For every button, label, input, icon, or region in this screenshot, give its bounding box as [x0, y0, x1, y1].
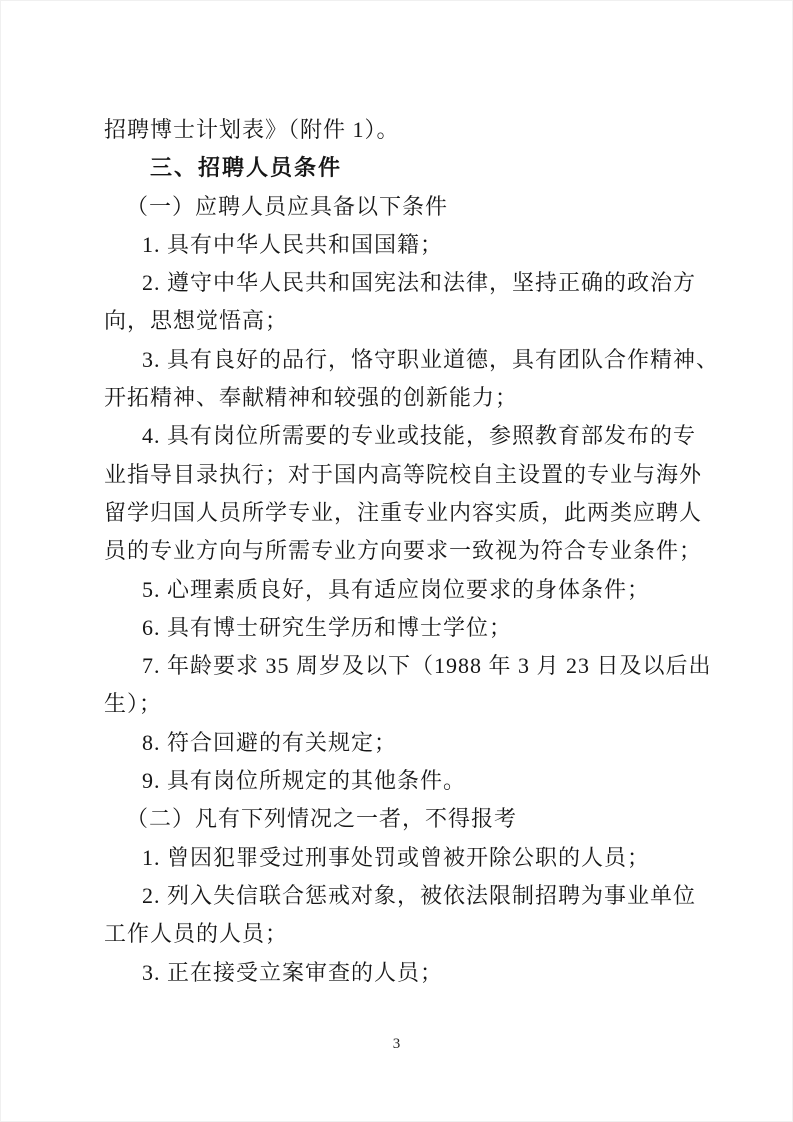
text-line: 业指导目录执行；对于国内高等院校自主设置的专业与海外: [104, 461, 703, 487]
document-body: [104, 111, 720, 992]
text-line: 9. 具有岗位所规定的其他条件。: [142, 768, 467, 794]
text-line: 6. 具有博士研究生学历和博士学位；: [142, 614, 513, 640]
text-line: 1. 曾因犯罪受过刑事处罚或曾被开除公职的人员；: [142, 844, 651, 870]
text-line: 3. 具有良好的品行，恪守职业道德，具有团队合作精神、: [142, 346, 720, 372]
text-line: 3. 正在接受立案审查的人员；: [142, 959, 444, 985]
text-line: 4. 具有岗位所需要的专业或技能，参照教育部发布的专: [142, 423, 697, 449]
text-line: 8. 符合回避的有关规定；: [142, 729, 398, 755]
text-line: 留学归国人员所学专业，注重专业内容实质，此两类应聘人: [104, 499, 703, 525]
text-line: 2. 列入失信联合惩戒对象，被依法限制招聘为事业单位: [142, 882, 697, 908]
page-number: 3: [392, 1036, 401, 1052]
text-line: 1. 具有中华人民共和国国籍；: [142, 231, 444, 257]
text-line: 2. 遵守中华人民共和国宪法和法律，坚持正确的政治方: [142, 270, 697, 296]
text-line: （一）应聘人员应具备以下条件: [126, 193, 449, 219]
text-line: 7. 年龄要求 35 周岁及以下（1988 年 3 月 23 日及以后出: [142, 653, 712, 679]
text-line: 工作人员的人员；: [104, 921, 289, 947]
text-line: 招聘博士计划表》（附件 1）。: [104, 117, 400, 142]
text-line: 三、招聘人员条件: [150, 155, 343, 181]
text-line: 向，思想觉悟高；: [104, 308, 289, 334]
text-line: 员的专业方向与所需专业方向要求一致视为符合专业条件；: [104, 538, 703, 564]
text-line: （二）凡有下列情况之一者，不得报考: [126, 806, 518, 832]
text-line: 5. 心理素质良好，具有适应岗位要求的身体条件；: [142, 576, 651, 602]
text-line: 生）；: [104, 691, 163, 717]
text-line: 开拓精神、奉献精神和较强的创新能力；: [104, 385, 519, 411]
